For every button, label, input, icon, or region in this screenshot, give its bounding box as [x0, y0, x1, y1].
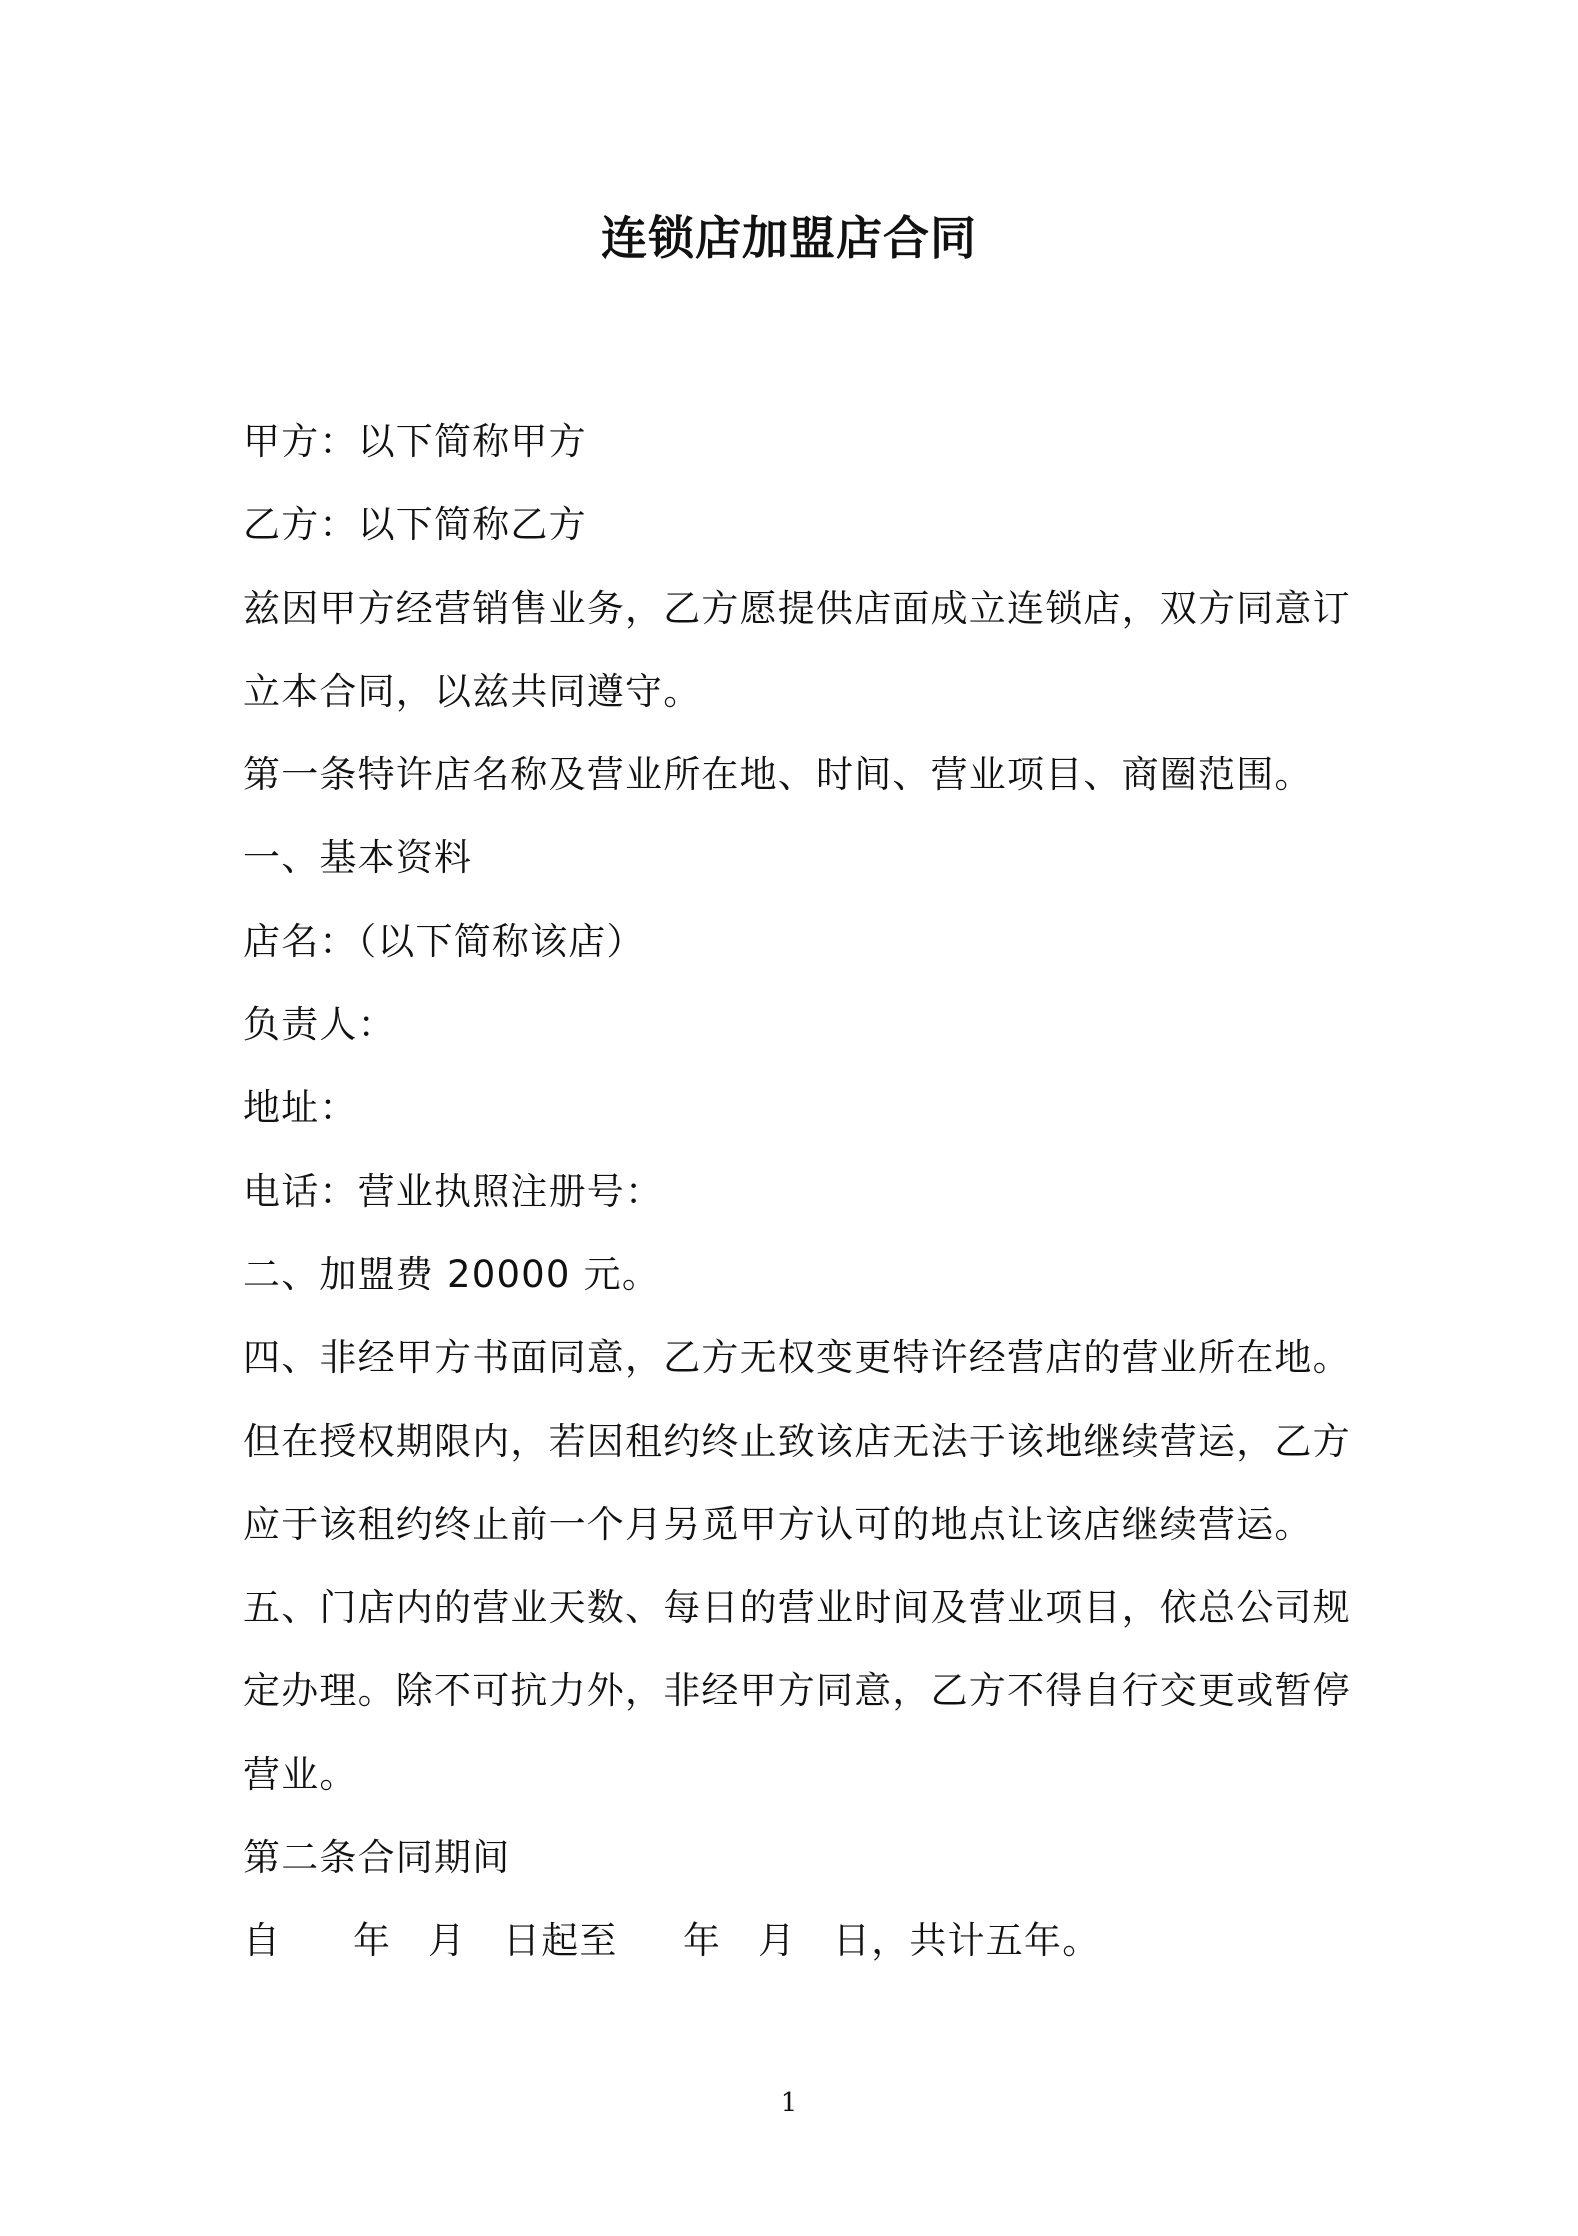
clause-5-line-1: 五、门店内的营业天数、每日的营业时间及营业项目，依总公司规 [243, 1586, 1351, 1630]
page-number: 1 [780, 2088, 798, 2118]
party-a-line: 甲方：以下简称甲方 [243, 420, 587, 463]
date-to-year: 年 [683, 1919, 722, 1963]
address-field: 地址： [243, 1086, 358, 1130]
preamble-line-2: 立本合同，以兹共同遵守。 [243, 669, 702, 713]
clause-4-line-3: 应于该租约终止前一个月另觅甲方认可的地点让该店继续营运。 [243, 1502, 1313, 1546]
article-1-heading: 第一条特许店名称及营业所在地、时间、营业项目、商圈范围。 [243, 753, 1313, 797]
document-body [243, 400, 1351, 1983]
party-b-line: 乙方：以下简称乙方 [243, 503, 587, 547]
date-from-year: 年 [353, 1919, 392, 1963]
clause-5-line-3: 营业。 [243, 1752, 358, 1796]
franchise-fee-line: 二、加盟费 20000 元。 [243, 1252, 661, 1296]
date-from-label: 自 [243, 1919, 282, 1963]
date-from-month: 月 [428, 1919, 467, 1963]
manager-field: 负责人： [243, 1003, 396, 1047]
clause-4-line-2: 但在授权期限内，若因租约终止致该店无法于该地继续营运，乙方 [243, 1419, 1351, 1463]
clause-4-line-1: 四、非经甲方书面同意，乙方无权变更特许经营店的营业所在地。 [243, 1336, 1351, 1380]
article-2-heading: 第二条合同期间 [243, 1836, 511, 1880]
phone-license-field: 电话：营业执照注册号： [243, 1169, 664, 1213]
store-name-field: 店名：（以下简称该店） [243, 919, 645, 963]
section-basic-info: 一、基本资料 [243, 836, 473, 880]
date-to-day-total: 日，共计五年。 [833, 1919, 1101, 1963]
contract-period-line [243, 1899, 1343, 1982]
date-to-month: 月 [758, 1919, 797, 1963]
document-title: 连锁店加盟店合同 [601, 211, 977, 265]
preamble-line-1: 兹因甲方经营销售业务，乙方愿提供店面成立连锁店，双方同意订 [243, 586, 1351, 630]
clause-5-line-2: 定办理。除不可抗力外，非经甲方同意，乙方不得自行交更或暂停 [243, 1669, 1351, 1713]
date-from-day-to: 日起至 [503, 1919, 618, 1963]
